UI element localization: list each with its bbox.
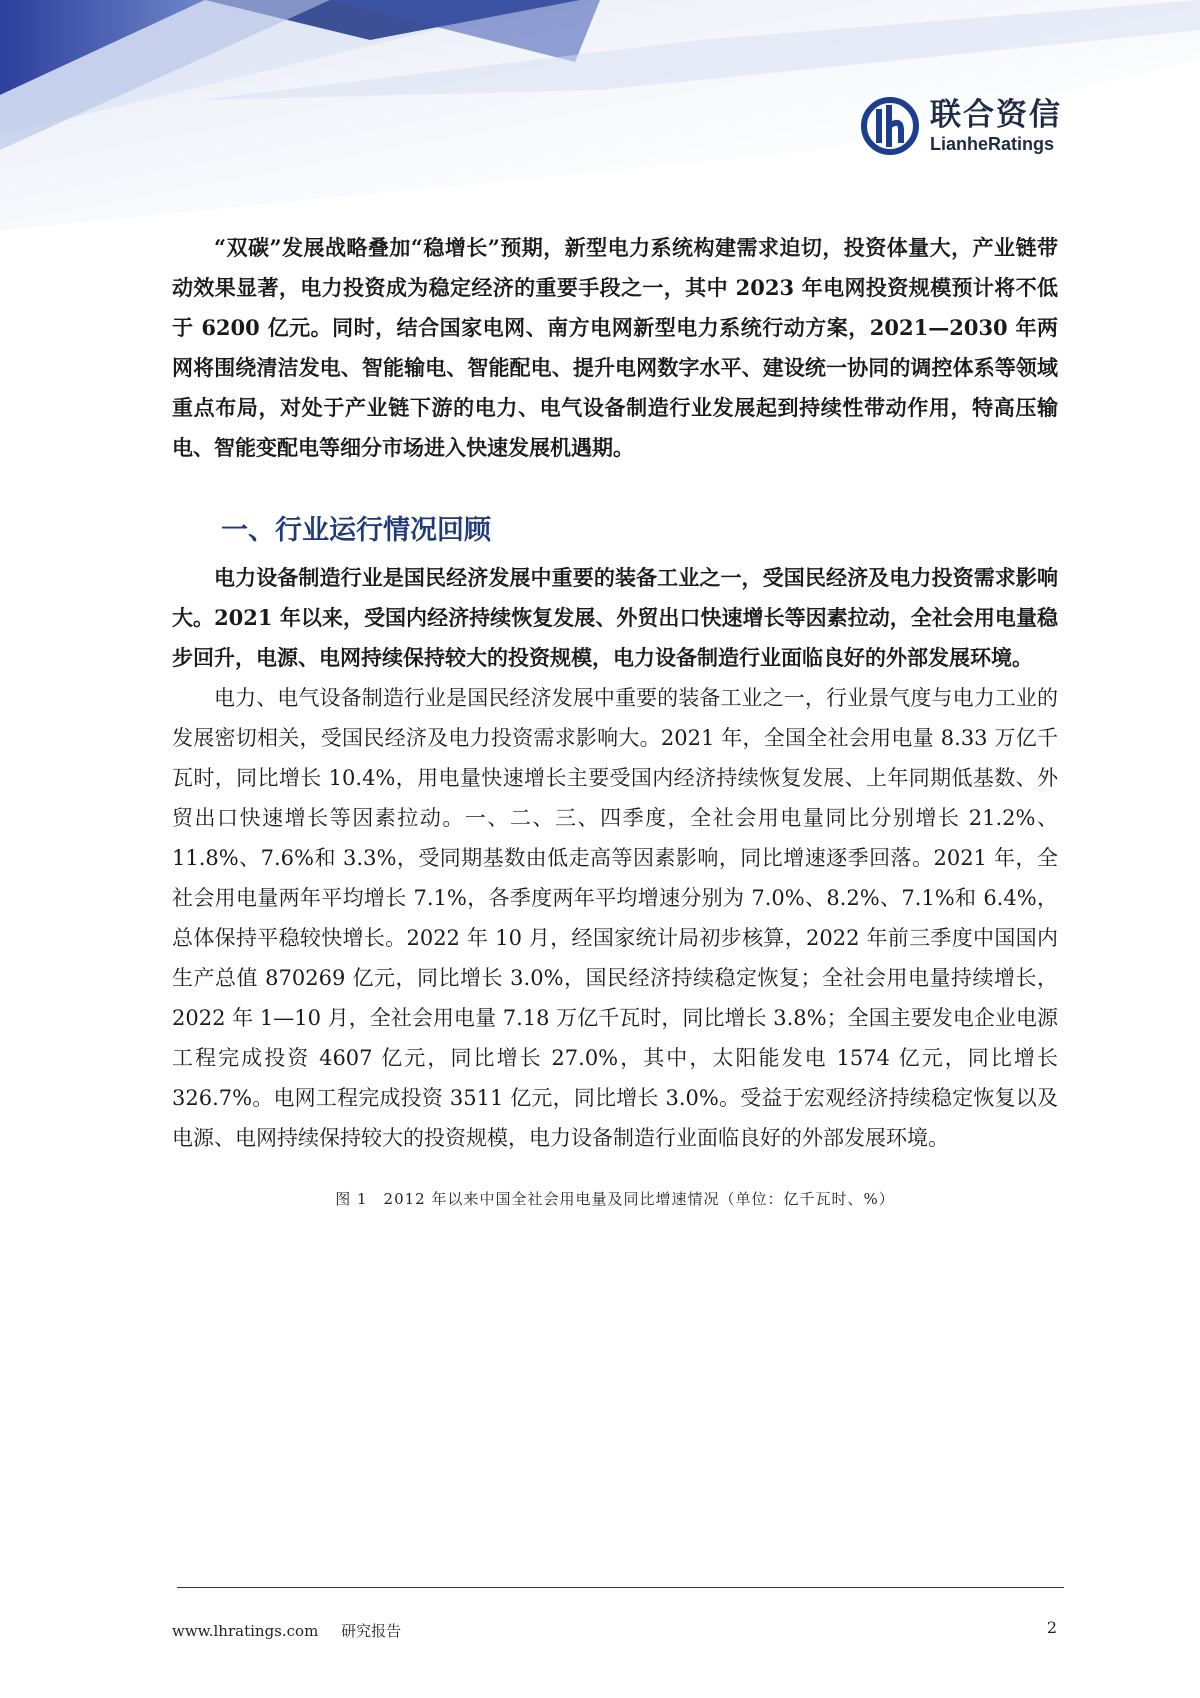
section-title: 一、行业运行情况回顾 [221,515,491,546]
intro-paragraph: “双碳”发展战略叠加“稳增长”预期，新型电力系统构建需求迫切，投资体量大，产业链带动效果显著，电力投资成为稳定经济的重要手段之一，其中 2023 年电网投资规模预计将不低于 6200 亿元。同时，结合国家电网、南方电网新型电力系统行动方案，2021—2030 年两网将围绕清洁发电、智能输电、智能配电、提升电网数字水平、建设统一协同的调控体系等领域重点布局，对处于产业链下游的电力、电气设备制造行业发展起到持续性带动作用，特高压输电、智能变配电等细分市场进入快速发展机遇期。 [172,235,1058,460]
section-summary: 电力设备制造行业是国民经济发展中重要的装备工业之一，受国民经济及电力投资需求影响大。2021 年以来，受国内经济持续恢复发展、外贸出口快速增长等因素拉动，全社会用电量稳步回升，电源、电网持续保持较大的投资规模，电力设备制造行业面临良好的外部发展环境。 [172,565,1058,670]
page-number: 2 [1046,1618,1057,1637]
footer-doc-type: 研究报告 [341,1622,402,1640]
lianhe-logo-icon [860,96,920,156]
company-logo [860,96,1062,156]
footer-website: www.lhratings.com [172,1622,319,1640]
report-body [172,228,1058,1209]
figure-caption: 图 1 2012 年以来中国全社会用电量及同比增速情况（单位：亿千瓦时、%） [335,1190,895,1208]
footer-divider [177,1587,1064,1588]
logo-chinese-name: 联合资信 [930,97,1062,133]
section-detail: 电力、电气设备制造行业是国民经济发展中重要的装备工业之一，行业景气度与电力工业的发展密切相关，受国民经济及电力投资需求影响大。2021 年，全国全社会用电量 8.33 万亿千瓦时，同比增长 10.4%，用电量快速增长主要受国内经济持续恢复发展、上年同期低基数、外贸出口快速增长等因素拉动。一、二、三、四季度，全社会用电量同比分别增长 21.2%、11.8%、7.6%和 3.3%，受同期基数由低走高等因素影响，同比增速逐季回落。2021 年，全社会用电量两年平均增长 7.1%，各季度两年平均增速分别为 7.0%、8.2%、7.1%和 6.4%，总体保持平稳较快增长。2022 年 10 月，经国家统计局初步核算，2022 年前三季度中国国内生产总值 870269 亿元，同比增长 3.0%，国民经济持续稳定恢复；全社会用电量持续增长，2022 年 1—10 月，全社会用电量 7.18 万亿千瓦时，同比增长 3.8%；全国主要发电企业电源工程完成投资 4607 亿元，同比增长 27.0%，其中，太阳能发电 1574 亿元，同比增长 326.7%。电网工程完成投资 3511 亿元，同比增长 3.0%。受益于宏观经济持续稳定恢复以及电源、电网持续保持较大的投资规模，电力设备制造行业面临良好的外部发展环境。 [172,686,1058,1150]
logo-english-name: LianheRatings [930,134,1055,154]
footer-info [172,1620,419,1641]
